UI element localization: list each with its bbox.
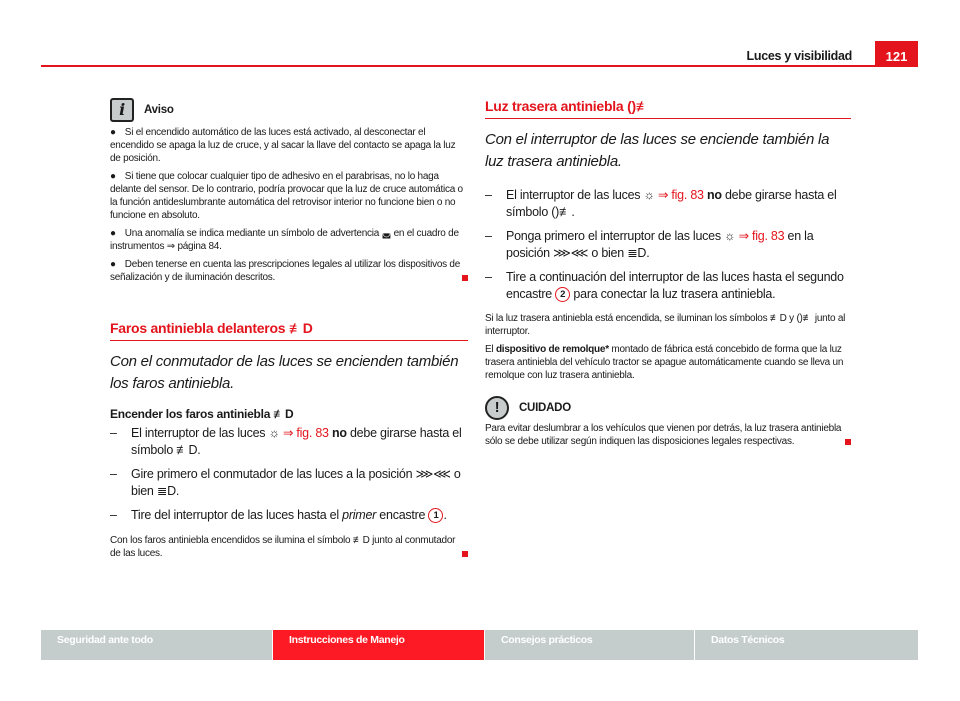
rear-fog-icon: ()≢ — [796, 313, 813, 324]
end-marker — [462, 551, 468, 557]
footer-tab-datos[interactable]: Datos Técnicos — [695, 630, 918, 660]
footer-tab-instrucciones[interactable]: Instrucciones de Manejo — [273, 630, 484, 660]
front-fog-icon: ≢D — [769, 313, 787, 324]
end-marker — [462, 275, 468, 281]
warning-lamp-icon: ◛ — [381, 228, 392, 239]
low-beam-icon: ≣D — [156, 483, 176, 498]
fig-link[interactable]: ⇒ fig. 83 — [282, 426, 329, 440]
step: – El interruptor de las luces ☼ ⇒ fig. 83 no debe girarse hasta el símbolo ()≢. — [485, 187, 851, 220]
end-marker — [845, 439, 851, 445]
note-title: Aviso — [144, 104, 174, 116]
step: – El interruptor de las luces ☼ ⇒ fig. 83 no debe girarse hasta el símbolo ≢D. — [110, 425, 468, 458]
page-link[interactable]: ⇒ página 84. — [166, 241, 222, 252]
footer-tab-consejos[interactable]: Consejos prácticos — [485, 630, 694, 660]
note-bullet: ● Una anomalía se indica mediante un símbolo de advertencia ◛ en el cuadro de instrumentos ⇒ página 84. — [110, 228, 459, 252]
detent-number: 1 — [428, 508, 443, 523]
caution-text: Para evitar deslumbrar a los vehículos que vienen por detrás, la luz trasera antiniebla sólo se debe utilizar según indiquen las disposiciones legales respectivas. — [485, 422, 851, 448]
header-rule — [41, 65, 875, 67]
caution-title: CUIDADO — [519, 402, 571, 414]
right-column — [485, 98, 851, 448]
step: – Gire primero el conmutador de las luces a la posición ⋙⋘ o bien ≣D. — [110, 466, 468, 499]
section-heading-front-fog: Faros antiniebla delanteros ≢D — [110, 320, 468, 341]
steps-list — [110, 425, 468, 524]
section-intro: Con el interruptor de las luces se enciende también la luz trasera antiniebla. — [485, 131, 830, 170]
front-fog-icon: ≢D — [288, 320, 313, 336]
footer-tab-seguridad[interactable]: Seguridad ante todo — [41, 630, 272, 660]
light-switch-icon: ☼ — [268, 426, 280, 440]
section-title: Luces y visibilidad — [746, 49, 852, 63]
note-bullet: ● Si el encendido automático de las luces está activado, al desconectar el encendido se apaga la luz de cruce, y al sacar la llave del contacto se apaga la luz de posición. — [110, 127, 456, 164]
step: – Ponga primero el interruptor de las luces ☼ ⇒ fig. 83 en la posición ⋙⋘ o bien ≣D. — [485, 228, 851, 261]
steps-list — [485, 187, 851, 302]
light-switch-icon: ☼ — [724, 229, 736, 243]
side-light-icon: ⋙⋘ — [553, 245, 589, 260]
caution-icon: ! — [485, 396, 509, 420]
left-column — [110, 98, 468, 560]
paragraph: El dispositivo de remolque* montado de fábrica está concebido de forma que la luz trasera antiniebla del vehículo tractor se apague automáticamente cuando se lleva un remolque con luz trasera antiniebla. — [485, 344, 844, 381]
page-number: 121 — [875, 41, 918, 67]
front-fog-icon: ≢D — [176, 442, 198, 457]
section-intro: Con el conmutador de las luces se encienden también los faros antiniebla. — [110, 353, 459, 392]
caution-header — [485, 396, 851, 420]
front-fog-icon: ≢D — [273, 407, 294, 421]
detent-number: 2 — [555, 287, 570, 302]
paragraph: Con los faros antiniebla encendidos se ilumina el símbolo ≢D junto al conmutador de las luces. — [110, 534, 468, 560]
side-light-icon: ⋙⋘ — [415, 467, 451, 481]
note-bullet: ● Deben tenerse en cuenta las prescripciones legales al utilizar los dispositivos de señalización y de iluminación descritos. — [110, 258, 468, 284]
fig-link[interactable]: ⇒ fig. 83 — [657, 188, 704, 202]
section-heading-rear-fog: Luz trasera antiniebla ()≢ — [485, 98, 851, 119]
note-header — [110, 98, 468, 122]
paragraph: Si la luz trasera antiniebla está encendida, se iluminan los símbolos ≢D y ()≢ junto al interruptor. — [485, 313, 846, 337]
light-switch-icon: ☼ — [643, 188, 655, 202]
step: – Tire a continuación del interruptor de las luces hasta el segundo encastre 2 para conectar la luz trasera antiniebla. — [485, 269, 851, 302]
subheading: Encender los faros antiniebla ≢D — [110, 407, 294, 421]
fig-link[interactable]: ⇒ fig. 83 — [738, 229, 785, 243]
step: – Tire del interruptor de las luces hasta el primer encastre 1 . — [110, 507, 468, 524]
note-bullet: ● Si tiene que colocar cualquier tipo de adhesivo en el parabrisas, no lo haga delante del sensor. De lo contrario, podría provocar que la luz de cruce automática o la función antideslumbrante automática del retrovisor interior no funcione bien o no funcione en absoluto. — [110, 171, 463, 221]
front-fog-icon: ≢D — [352, 534, 370, 546]
rear-fog-icon: ()≢ — [551, 204, 572, 219]
rear-fog-icon: ()≢ — [627, 98, 650, 114]
low-beam-icon: ≣D — [627, 245, 647, 260]
info-icon: i — [110, 98, 134, 122]
